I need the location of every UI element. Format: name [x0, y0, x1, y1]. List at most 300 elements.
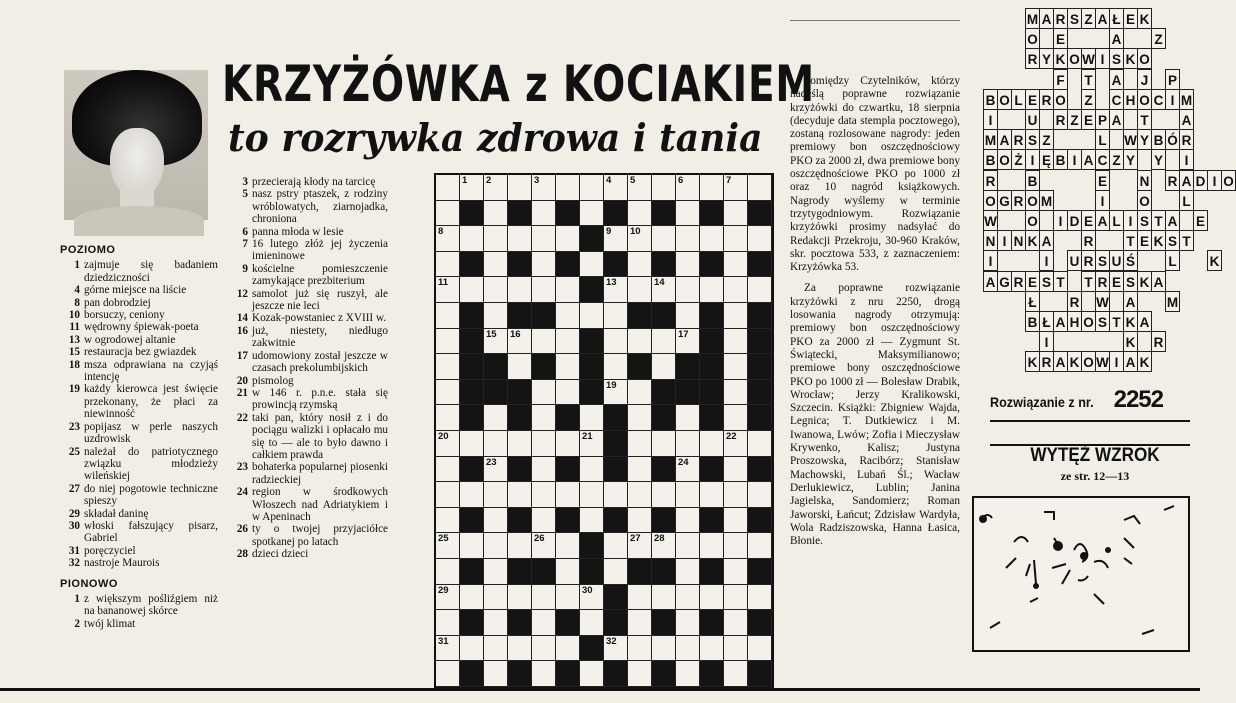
grid-block [460, 508, 484, 534]
solution-letter [1109, 129, 1124, 150]
grid-cell[interactable] [748, 175, 772, 201]
grid-cell[interactable] [628, 201, 652, 227]
grid-cell[interactable] [700, 585, 724, 611]
grid-cell[interactable] [556, 636, 580, 662]
clue-text: borsuczy, ceniony [84, 309, 165, 322]
grid-cell[interactable] [532, 661, 556, 687]
grid-cell[interactable] [580, 252, 604, 278]
grid-cell[interactable] [556, 303, 580, 329]
grid-cell[interactable] [484, 585, 508, 611]
solution-letter: T [1109, 311, 1124, 332]
solution-letter: O [997, 149, 1012, 170]
grid-cell[interactable] [748, 226, 772, 252]
grid-cell[interactable] [532, 277, 556, 303]
grid-cell[interactable] [532, 482, 556, 508]
grid-cell[interactable] [484, 457, 508, 483]
grid-block [556, 610, 580, 636]
grid-block [460, 559, 484, 585]
grid-block [652, 508, 676, 534]
solution-letter [1067, 230, 1082, 251]
grid-cell[interactable] [508, 636, 532, 662]
grid-cell[interactable] [652, 226, 676, 252]
grid-cell[interactable] [532, 175, 556, 201]
grid-cell[interactable] [724, 303, 748, 329]
grid-cell[interactable] [700, 636, 724, 662]
grid-cell[interactable] [556, 482, 580, 508]
grid-cell[interactable] [580, 175, 604, 201]
grid-cell[interactable] [460, 482, 484, 508]
grid-cell[interactable] [484, 329, 508, 355]
grid-cell[interactable] [724, 585, 748, 611]
solution-letter: O [997, 89, 1012, 110]
grid-cell[interactable] [628, 226, 652, 252]
pionowo-clue-list-2 [228, 176, 388, 561]
grid-cell[interactable] [724, 405, 748, 431]
grid-block [748, 457, 772, 483]
grid-cell[interactable] [724, 636, 748, 662]
solution-letter: I [1039, 331, 1054, 352]
grid-cell[interactable] [484, 636, 508, 662]
grid-cell[interactable] [676, 252, 700, 278]
solution-letter: B [983, 149, 998, 170]
grid-block [628, 354, 652, 380]
grid-cell[interactable] [604, 482, 628, 508]
grid-cell[interactable] [748, 533, 772, 559]
solution-letter: T [1081, 69, 1096, 90]
grid-cell[interactable] [724, 277, 748, 303]
grid-cell[interactable] [556, 175, 580, 201]
solution-letter [1053, 190, 1068, 211]
grid-block [676, 354, 700, 380]
grid-cell[interactable] [460, 226, 484, 252]
grid-cell[interactable] [484, 559, 508, 585]
grid-cell[interactable] [532, 508, 556, 534]
grid-cell[interactable] [556, 329, 580, 355]
solution-row [984, 149, 1194, 170]
grid-clue-number: 9 [606, 226, 612, 238]
grid-cell[interactable] [484, 252, 508, 278]
grid-block [700, 610, 724, 636]
grid-cell[interactable] [460, 533, 484, 559]
clue-text: restauracja bez gwiazdek [84, 346, 197, 359]
grid-cell[interactable] [436, 457, 460, 483]
clue-number: 29 [68, 507, 80, 520]
grid-cell[interactable] [676, 559, 700, 585]
clue-item [60, 483, 218, 508]
grid-cell[interactable] [604, 303, 628, 329]
grid-cell[interactable] [580, 585, 604, 611]
grid-cell[interactable] [556, 431, 580, 457]
grid-cell[interactable] [628, 380, 652, 406]
clue-text: już, niestety, niedługo zakwitnie [252, 324, 388, 350]
solution-letter [1081, 291, 1096, 312]
grid-cell[interactable] [484, 226, 508, 252]
poziomo-heading: POZIOMO [60, 244, 116, 256]
grid-cell[interactable] [484, 508, 508, 534]
grid-cell[interactable] [652, 329, 676, 355]
grid-cell[interactable] [436, 661, 460, 687]
grid-cell[interactable] [436, 354, 460, 380]
grid-cell[interactable] [676, 457, 700, 483]
grid-cell[interactable] [580, 482, 604, 508]
solution-letter [1011, 210, 1026, 231]
grid-cell[interactable] [484, 175, 508, 201]
grid-cell[interactable] [460, 175, 484, 201]
grid-block [700, 559, 724, 585]
clues-column-left [60, 242, 218, 630]
grid-clue-number: 14 [654, 277, 665, 289]
grid-block [556, 508, 580, 534]
grid-cell[interactable] [604, 175, 628, 201]
solution-letter: A [1123, 291, 1138, 312]
grid-cell[interactable] [724, 329, 748, 355]
grid-cell[interactable] [580, 201, 604, 227]
grid-cell[interactable] [724, 252, 748, 278]
grid-cell[interactable] [532, 329, 556, 355]
grid-cell[interactable] [532, 431, 556, 457]
grid-cell[interactable] [628, 405, 652, 431]
solution-letter [1095, 89, 1110, 110]
grid-clue-number: 6 [678, 175, 684, 186]
grid-cell[interactable] [436, 636, 460, 662]
grid-cell[interactable] [580, 508, 604, 534]
grid-cell[interactable] [628, 508, 652, 534]
solution-letter [1039, 210, 1054, 231]
grid-cell[interactable] [484, 610, 508, 636]
grid-cell[interactable] [676, 585, 700, 611]
grid-cell[interactable] [604, 559, 628, 585]
grid-cell[interactable] [436, 431, 460, 457]
grid-cell[interactable] [604, 226, 628, 252]
grid-cell[interactable] [724, 457, 748, 483]
grid-cell[interactable] [724, 610, 748, 636]
solution-letter: S [1095, 311, 1110, 332]
grid-cell[interactable] [532, 226, 556, 252]
grid-cell[interactable] [604, 354, 628, 380]
grid-cell[interactable] [508, 329, 532, 355]
grid-cell[interactable] [676, 175, 700, 201]
grid-cell[interactable] [604, 380, 628, 406]
grid-cell[interactable] [484, 482, 508, 508]
grid-cell[interactable] [580, 431, 604, 457]
grid-cell[interactable] [724, 661, 748, 687]
clue-number: 12 [236, 287, 248, 300]
solution-letter: Ł [1025, 291, 1040, 312]
grid-cell[interactable] [484, 201, 508, 227]
solution-letter: P [1095, 109, 1110, 130]
grid-cell[interactable] [532, 457, 556, 483]
grid-cell[interactable] [460, 636, 484, 662]
grid-cell[interactable] [436, 559, 460, 585]
grid-cell[interactable] [436, 482, 460, 508]
clue-number: 13 [68, 333, 80, 346]
grid-cell[interactable] [436, 277, 460, 303]
grid-cell[interactable] [556, 559, 580, 585]
grid-cell[interactable] [652, 354, 676, 380]
clue-number: 26 [236, 523, 248, 536]
solution-letter: K [1137, 271, 1152, 292]
grid-block [676, 380, 700, 406]
grid-block [604, 457, 628, 483]
grid-block [604, 508, 628, 534]
solution-letter [1151, 190, 1166, 211]
grid-cell[interactable] [628, 175, 652, 201]
solution-letter: A [1165, 210, 1180, 231]
grid-cell[interactable] [508, 277, 532, 303]
grid-cell[interactable] [508, 533, 532, 559]
grid-cell[interactable] [556, 226, 580, 252]
grid-cell[interactable] [628, 636, 652, 662]
grid-cell[interactable] [508, 354, 532, 380]
grid-cell[interactable] [436, 380, 460, 406]
grid-cell[interactable] [676, 226, 700, 252]
grid-cell[interactable] [700, 277, 724, 303]
grid-cell[interactable] [436, 303, 460, 329]
grid-cell[interactable] [604, 277, 628, 303]
grid-cell[interactable] [748, 482, 772, 508]
grid-cell[interactable] [676, 661, 700, 687]
grid-cell[interactable] [676, 533, 700, 559]
clue-text: nasz pstry ptaszek, z rodziny wróblowatych, ziarnojadka, chroniona [252, 188, 388, 226]
grid-cell[interactable] [652, 533, 676, 559]
grid-cell[interactable] [556, 277, 580, 303]
grid-block [748, 610, 772, 636]
solution-letter: Z [1039, 129, 1054, 150]
grid-cell[interactable] [508, 431, 532, 457]
grid-block [604, 201, 628, 227]
solution-letter: Ś [1123, 250, 1138, 271]
grid-cell[interactable] [604, 636, 628, 662]
grid-cell[interactable] [532, 380, 556, 406]
solution-letter [1067, 190, 1082, 211]
solution-letter: E [1081, 210, 1096, 231]
grid-cell[interactable] [700, 533, 724, 559]
grid-cell[interactable] [436, 252, 460, 278]
grid-cell[interactable] [580, 610, 604, 636]
grid-cell[interactable] [652, 431, 676, 457]
grid-cell[interactable] [748, 277, 772, 303]
grid-cell[interactable] [748, 636, 772, 662]
grid-cell[interactable] [556, 354, 580, 380]
grid-cell[interactable] [436, 226, 460, 252]
clue-text: składał daninę [84, 507, 149, 520]
grid-cell[interactable] [484, 405, 508, 431]
solution-letter: K [1137, 351, 1152, 372]
grid-block [580, 559, 604, 585]
grid-cell[interactable] [436, 533, 460, 559]
grid-cell[interactable] [532, 636, 556, 662]
grid-cell[interactable] [676, 277, 700, 303]
solution-letter: B [1025, 170, 1040, 191]
grid-cell[interactable] [700, 175, 724, 201]
grid-cell[interactable] [508, 175, 532, 201]
grid-cell[interactable] [700, 431, 724, 457]
grid-cell[interactable] [628, 482, 652, 508]
clue-item [228, 188, 388, 225]
grid-cell[interactable] [532, 201, 556, 227]
grid-cell[interactable] [676, 431, 700, 457]
clue-number: 2 [74, 617, 80, 630]
crossword-grid[interactable] [434, 173, 774, 689]
grid-cell[interactable] [676, 329, 700, 355]
grid-cell[interactable] [700, 482, 724, 508]
grid-clue-number: 31 [438, 635, 449, 647]
grid-cell[interactable] [436, 329, 460, 355]
grid-cell[interactable] [532, 610, 556, 636]
solution-letter [1025, 250, 1040, 271]
grid-cell[interactable] [484, 661, 508, 687]
solution-letter: L [1095, 129, 1110, 150]
clue-number: 15 [68, 346, 80, 359]
grid-cell[interactable] [628, 610, 652, 636]
grid-cell[interactable] [460, 277, 484, 303]
solution-letter [1179, 210, 1194, 231]
grid-cell[interactable] [436, 508, 460, 534]
clue-item [228, 176, 388, 188]
solution-letter: O [1081, 311, 1096, 332]
grid-block [460, 405, 484, 431]
grid-clue-number: 5 [630, 175, 636, 186]
solution-letter: R [1011, 190, 1026, 211]
grid-cell[interactable] [724, 226, 748, 252]
grid-cell[interactable] [700, 226, 724, 252]
grid-cell[interactable] [460, 431, 484, 457]
grid-cell[interactable] [508, 226, 532, 252]
grid-cell[interactable] [676, 482, 700, 508]
grid-cell[interactable] [748, 431, 772, 457]
solution-letter: U [1025, 109, 1040, 130]
clue-item [60, 334, 218, 346]
solution-letter: F [1053, 69, 1068, 90]
previous-solution-grid [980, 0, 1234, 372]
solution-letter: I [1165, 89, 1180, 110]
grid-cell[interactable] [628, 252, 652, 278]
grid-cell[interactable] [532, 405, 556, 431]
solution-letter: A [1081, 149, 1096, 170]
solution-row [984, 271, 1166, 292]
solution-letter: R [1095, 271, 1110, 292]
grid-cell[interactable] [580, 457, 604, 483]
grid-cell[interactable] [580, 405, 604, 431]
grid-cell[interactable] [724, 201, 748, 227]
grid-cell[interactable] [628, 431, 652, 457]
grid-cell[interactable] [508, 482, 532, 508]
grid-cell[interactable] [580, 661, 604, 687]
grid-cell[interactable] [556, 380, 580, 406]
grid-clue-number: 3 [534, 175, 540, 186]
grid-cell[interactable] [628, 277, 652, 303]
grid-cell[interactable] [436, 610, 460, 636]
grid-cell[interactable] [748, 585, 772, 611]
solution-letter [1151, 250, 1166, 271]
grid-cell[interactable] [508, 585, 532, 611]
grid-cell[interactable] [652, 585, 676, 611]
grid-cell[interactable] [436, 585, 460, 611]
grid-cell[interactable] [460, 585, 484, 611]
grid-cell[interactable] [556, 533, 580, 559]
grid-block [460, 610, 484, 636]
grid-cell[interactable] [652, 636, 676, 662]
grid-cell[interactable] [724, 175, 748, 201]
grid-cell[interactable] [676, 201, 700, 227]
solution-letter [1193, 250, 1208, 271]
grid-block [484, 380, 508, 406]
grid-cell[interactable] [652, 482, 676, 508]
solution-letter: Ł [1039, 311, 1054, 332]
grid-cell[interactable] [676, 405, 700, 431]
solution-letter [1137, 28, 1152, 49]
solution-letter [1109, 190, 1124, 211]
grid-cell[interactable] [724, 431, 748, 457]
grid-clue-number: 27 [630, 533, 641, 545]
grid-cell[interactable] [724, 559, 748, 585]
grid-cell[interactable] [724, 508, 748, 534]
grid-cell[interactable] [436, 201, 460, 227]
grid-cell[interactable] [676, 636, 700, 662]
grid-cell[interactable] [676, 508, 700, 534]
solution-letter: O [1025, 190, 1040, 211]
grid-cell[interactable] [604, 533, 628, 559]
grid-cell[interactable] [724, 482, 748, 508]
grid-cell[interactable] [628, 533, 652, 559]
grid-cell[interactable] [724, 533, 748, 559]
solution-letter: W [1081, 48, 1096, 69]
grid-cell[interactable] [484, 533, 508, 559]
grid-block [508, 201, 532, 227]
grid-cell[interactable] [484, 303, 508, 329]
solution-letter [1067, 170, 1082, 191]
solution-letter: B [1151, 129, 1166, 150]
clue-item [228, 375, 388, 387]
grid-cell[interactable] [652, 175, 676, 201]
grid-cell[interactable] [676, 303, 700, 329]
grid-cell[interactable] [724, 380, 748, 406]
solution-letter [1081, 331, 1096, 352]
grid-cell[interactable] [556, 585, 580, 611]
pionowo-clue-list-1 [60, 593, 218, 630]
grid-cell[interactable] [532, 533, 556, 559]
grid-clue-number: 21 [582, 430, 593, 442]
grid-cell[interactable] [580, 303, 604, 329]
solution-letter [1025, 69, 1040, 90]
grid-cell[interactable] [532, 585, 556, 611]
solution-letter: R [1081, 250, 1096, 271]
grid-cell[interactable] [436, 175, 460, 201]
solution-letter [1081, 170, 1096, 191]
grid-cell[interactable] [724, 354, 748, 380]
grid-cell[interactable] [484, 277, 508, 303]
solution-letter [1081, 129, 1096, 150]
grid-cell[interactable] [628, 457, 652, 483]
solution-letter: W [1095, 291, 1110, 312]
grid-cell[interactable] [436, 405, 460, 431]
grid-cell[interactable] [484, 431, 508, 457]
page-title: KRZYŻÓWKA z KOCIAKIEM [222, 55, 815, 113]
grid-cell[interactable] [628, 661, 652, 687]
solution-letter: W [1095, 351, 1110, 372]
grid-clue-number: 20 [438, 430, 449, 442]
solution-letter: U [1109, 250, 1124, 271]
grid-cell[interactable] [532, 252, 556, 278]
clue-number: 11 [69, 321, 80, 334]
grid-cell[interactable] [676, 610, 700, 636]
grid-cell[interactable] [652, 277, 676, 303]
clue-number: 1 [74, 259, 80, 272]
grid-cell[interactable] [628, 585, 652, 611]
solution-letter [1151, 291, 1166, 312]
grid-cell[interactable] [604, 329, 628, 355]
grid-cell[interactable] [628, 329, 652, 355]
